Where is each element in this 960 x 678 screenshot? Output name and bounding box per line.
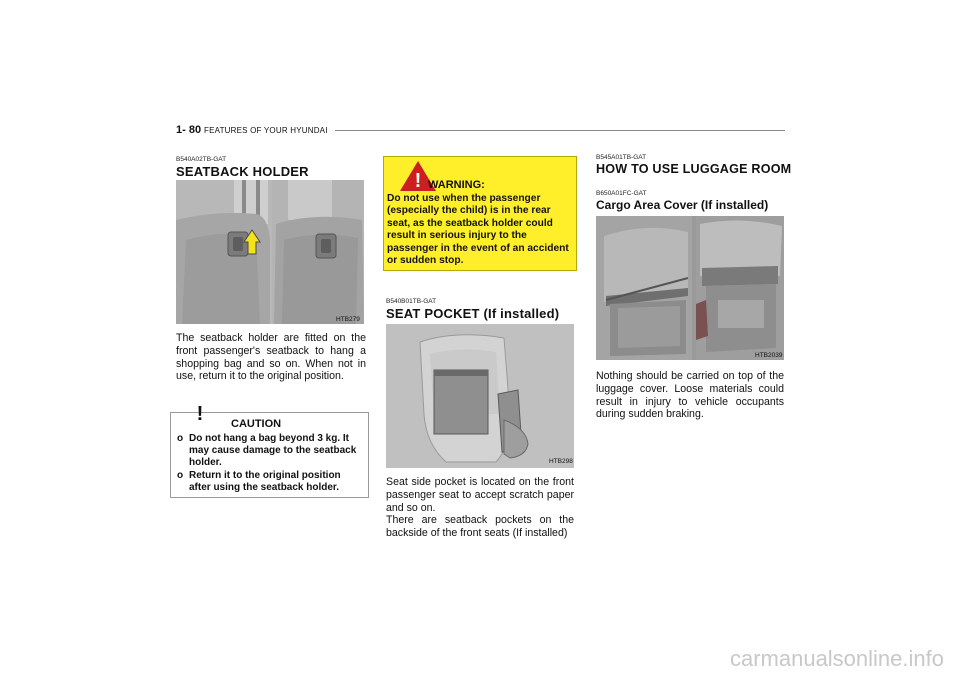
header-rule: [335, 130, 785, 131]
seat-pocket-figure: [386, 324, 574, 468]
warning-text: Do not use when the passenger (especially the child) is in the rear seat, as the seatback holder could result in serious injury to the passenger in the event of an accident or sudden stop.: [387, 193, 569, 267]
caution-exclamation-icon: [189, 401, 211, 428]
svg-text:!: !: [196, 403, 204, 423]
section-code: B540B01TB-GAT: [386, 298, 437, 305]
bullet: o: [177, 433, 184, 444]
subsection-code: B650A01FC-GAT: [596, 190, 647, 197]
seat-pocket-description: [386, 476, 574, 540]
seat-pocket-paragraph-1: Seat side pocket is located on the front passenger seat to accept scratch paper and so on.: [386, 476, 574, 514]
figure-label: HTB2039: [755, 352, 783, 359]
warning-box: [383, 156, 577, 271]
figure-label: HTB279: [336, 316, 360, 323]
seat-pocket-paragraph-2: There are seatback pockets on the backside of the front seats (If installed): [386, 514, 574, 540]
warning-title: WARNING:: [428, 179, 485, 191]
caution-item-text: Do not hang a bag beyond 3 kg. It may cause damage to the seatback holder.: [189, 433, 357, 468]
seatback-holder-description: The seatback holder are fitted on the front passenger's seatback to hang a shopping bag and so on. When not in use, return it to the original position.: [176, 332, 366, 383]
section-title-luggage-room: HOW TO USE LUGGAGE ROOM: [596, 162, 792, 176]
svg-text:!: !: [414, 170, 422, 192]
section-code: B545A01TB-GAT: [596, 154, 647, 161]
caution-list: [177, 433, 365, 494]
seatback-holder-figure: [176, 180, 364, 324]
caution-box: [170, 403, 369, 498]
caution-item: [177, 470, 365, 494]
caution-item: [177, 433, 365, 469]
cargo-cover-figure: [596, 216, 784, 360]
page-number: 1- 80: [176, 124, 202, 136]
watermark: carmanualsonline.info: [729, 646, 944, 671]
caution-title: CAUTION: [231, 418, 282, 430]
subsection-title-cargo-cover: Cargo Area Cover (If installed): [596, 198, 769, 212]
seat-pocket-illustration: [386, 324, 574, 468]
section-code: B540A02TB-GAT: [176, 156, 227, 163]
bullet: o: [177, 470, 184, 481]
cargo-cover-illustration: [596, 216, 784, 360]
section-title: FEATURES OF YOUR HYUNDAI: [204, 126, 328, 135]
section-title-seat-pocket: SEAT POCKET (If installed): [386, 306, 560, 321]
cargo-cover-description: Nothing should be carried on top of the luggage cover. Loose materials could result in injury to vehicle occupants during sudden braking.: [596, 370, 784, 421]
figure-label: HTB298: [549, 458, 573, 465]
section-title-seatback-holder: SEATBACK HOLDER: [176, 164, 309, 179]
caution-item-text: Return it to the original position after using the seatback holder.: [189, 470, 341, 493]
seatback-illustration: [176, 180, 364, 324]
